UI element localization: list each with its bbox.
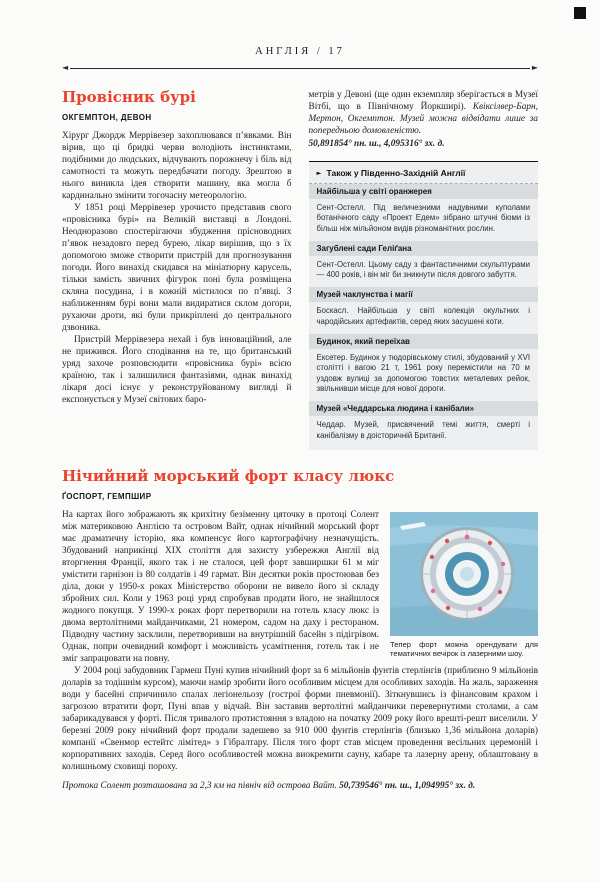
decorative-rule (62, 63, 538, 73)
article2-title: Нічийний морський форт класу люкс (62, 466, 395, 485)
section-label: АНГЛІЯ (255, 46, 312, 57)
also-item (309, 401, 539, 448)
page-number: 17 (328, 46, 345, 57)
running-header (62, 46, 538, 57)
rule-line (70, 68, 530, 69)
two-column-layout (62, 89, 538, 450)
also-item-body: Чеддар. Музей, присвячений темі життя, смерті і канібалізму в доісторичній Британії. (316, 420, 530, 440)
also-item-body: Сент-Остелл. Цьому саду з фантастичними скульптурами — 400 років, і він міг би зникнути після довгого забуття. (316, 259, 530, 280)
article1-coordinates: 50,891854° пн. ш., 4,095316° зх. д. (308, 139, 445, 149)
also-item (309, 184, 539, 241)
right-column (309, 89, 539, 450)
continuation-text: метрів у Девоні (ще один екземпляр зберігається в Музеї Вітбі, що в Північному Йоркширі). (308, 90, 538, 112)
photo-caption: Тепер форт можна орендувати для тематичних вечірок із лазерними шоу. (390, 639, 538, 659)
footnote-coordinates: 50,739546° пн. ш., 1,094995° зх. д. (339, 780, 476, 791)
also-item-body: Боскасл. Найбільша у світі колекція окультних і чародійських артефактів, серед яких засушені коти. (316, 306, 530, 326)
article2-paragraph: На картах його зображають як крихітну безіменну цяточку в протоці Солент між материковою Англією та островом Вайт, однак нічийний морський форт має драматичну історію, яка компенсує його картографічну незначущість. Збудований наприкінці XIX століття для захисту узбережжя Англії від вторгнення Франції, якого так і не сталося, цей форт завширшки 61 м міг умістити гарнізон із 80 солдатів і 49 гармат. Він десятки років простоював без діла, доки у 1950-х роках Міністерство оборони не вивело його зі складу збройних сил. Коли у 1963 році уряд спробував продати його, не знайшлося жодного покупця. У 1990-х роках форт перетворили на готель класу люкс із двома вертолітними майданчиками, 21 номером, садом на даху і рестораном. Підводну частину засклили, перетворивши на внутрішній басейн з підігрівом. Однак, попри очевидний комфорт і можливість усамітнення, готель так і не зміг запрацювати на повну. (62, 509, 379, 664)
article2 (62, 468, 538, 792)
fort-photo-figure (390, 512, 538, 659)
also-box (309, 161, 539, 450)
also-item-title: Музей «Чеддарська людина і канібали» (309, 401, 539, 416)
article1-continuation (309, 89, 539, 137)
triangle-icon: ► (316, 169, 322, 177)
also-item-title: Будинок, який переїхав (309, 334, 539, 349)
article1-paragraph: Хірург Джордж Меррівезер захоплювався п’явками. Він вірив, що ці бридкі черви володіють інстинктами, подібними до людських, відчувають порожнечу і біль від самотності та можуть передбачати погоду. Зрештою в нього виникла ідея створити машину, яка могла б кардинально змінити тогочасну метеорологію. (62, 130, 292, 201)
article1-paragraph: Пристрій Меррівезера нехай і був інноваційний, але не прижився. Його сподівання на те, що британський уряд захоче розповсюдити «провісника бурі» всією країною, так і залишилися фантазіями, однак винахід лікаря досі існує у реконструйованому вигляді й експонується у Музеї світових баро- (62, 334, 292, 405)
also-box-header (309, 162, 539, 184)
article2-paragraph: У 2004 році забудовник Гармеш Пуні купив нічийний форт за 6 мільйонів фунтів стерлінгів (приблизно 9 мільйонів доларів за тодішнім курсом), маючи намір зробити його особливим місцем для особливих заходів. На жаль, зараження води у басейні спричинило спалах легіонельозу (гострої форми пневмонії). Зіткнувшись із фінансовим крахом і загрозою втратити форт, Пуні впав у відчай. Він заставив вертолітні майданчики перевернутими столами, а сам забарикадувався у форті. Після тривалого протистояння з владою на початку 2009 року його врешті-решт виселили. У березні 2009 року нічийний форт продали задешево за 910 000 фунтів стерлінгів (близько 1,36 мільйона доларів) компанії «Свенмор естейтс лімітед» з Гібралтару. Після того форт став місцем проведення весільних церемоній і корпоративних заходів. Серед його особливостей можна виокремити сауну, кабаре та лазерну арену, облаштовану в колишньому сховищі пороху. (62, 665, 538, 772)
also-item-body: Ексетер. Будинок у тюдорівському стилі, збудований у XVI столітті і вагою 21 т, 1961 року перемістили на 70 м уздовж вулиці за допомогою товстих металевих рейок, звільнивши місце для нової дороги. (316, 353, 530, 393)
also-item (309, 334, 539, 401)
right-arrow-icon: ► (531, 63, 538, 72)
fort-photo (390, 512, 538, 636)
also-item-body: Сент-Остелл. Під величезними надувними куполами ботанічного саду «Проект Едем» зібрано штучні біоми із більш ніж мільйоном видів різноманітних рослин. (316, 203, 530, 233)
also-item (309, 287, 539, 334)
article1-paragraph: У 1851 році Меррівезер урочисто представив свого «провісника бурі» на Великій виставці в Лондоні. Неодноразово спостерігаючи збудження прісноводних п’явок незадовго перед бурею, лікар вирішив, що з їх допомогою зможе створити пристрій для прогнозування погоди. Його винахід скидався на мініатюрну карусель, тільки замість звичних фігурок поні була розміщена скляна посудина, і в кожній містилося по п’явці. З наближенням бурі вони мали видиратися склом догори, рухаючи дроти, які були прикріплені до центрального дзвоника. (62, 202, 292, 333)
page-corner-marker (574, 7, 586, 19)
address-text: Квіксілвер-Барн, Мертон, Окгемптон. Музей можна відвідати лише за попередньою домовленістю. (308, 102, 538, 136)
also-item-title: Музей чаклунства і магії (309, 287, 539, 302)
header-separator: / (316, 46, 323, 57)
article1-location: ОКГЕМПТОН, ДЕВОН (62, 112, 152, 122)
also-item (309, 241, 539, 288)
article2-location: ҐОСПОРТ, ГЕМПШИР (62, 491, 152, 501)
also-box-title: Також у Південно-Західній Англії (326, 168, 466, 178)
article1-title: Провісник бурі (62, 88, 196, 106)
also-item-title: Загублені сади Геліґана (309, 241, 539, 256)
article2-footnote (62, 780, 538, 792)
left-column (62, 89, 292, 450)
also-item-title: Найбільша у світі оранжерея (309, 184, 539, 199)
left-arrow-icon: ◄ (62, 63, 69, 72)
footnote-text: Протока Солент розташована за 2,3 км на північ від острова Вайт. (62, 780, 337, 791)
